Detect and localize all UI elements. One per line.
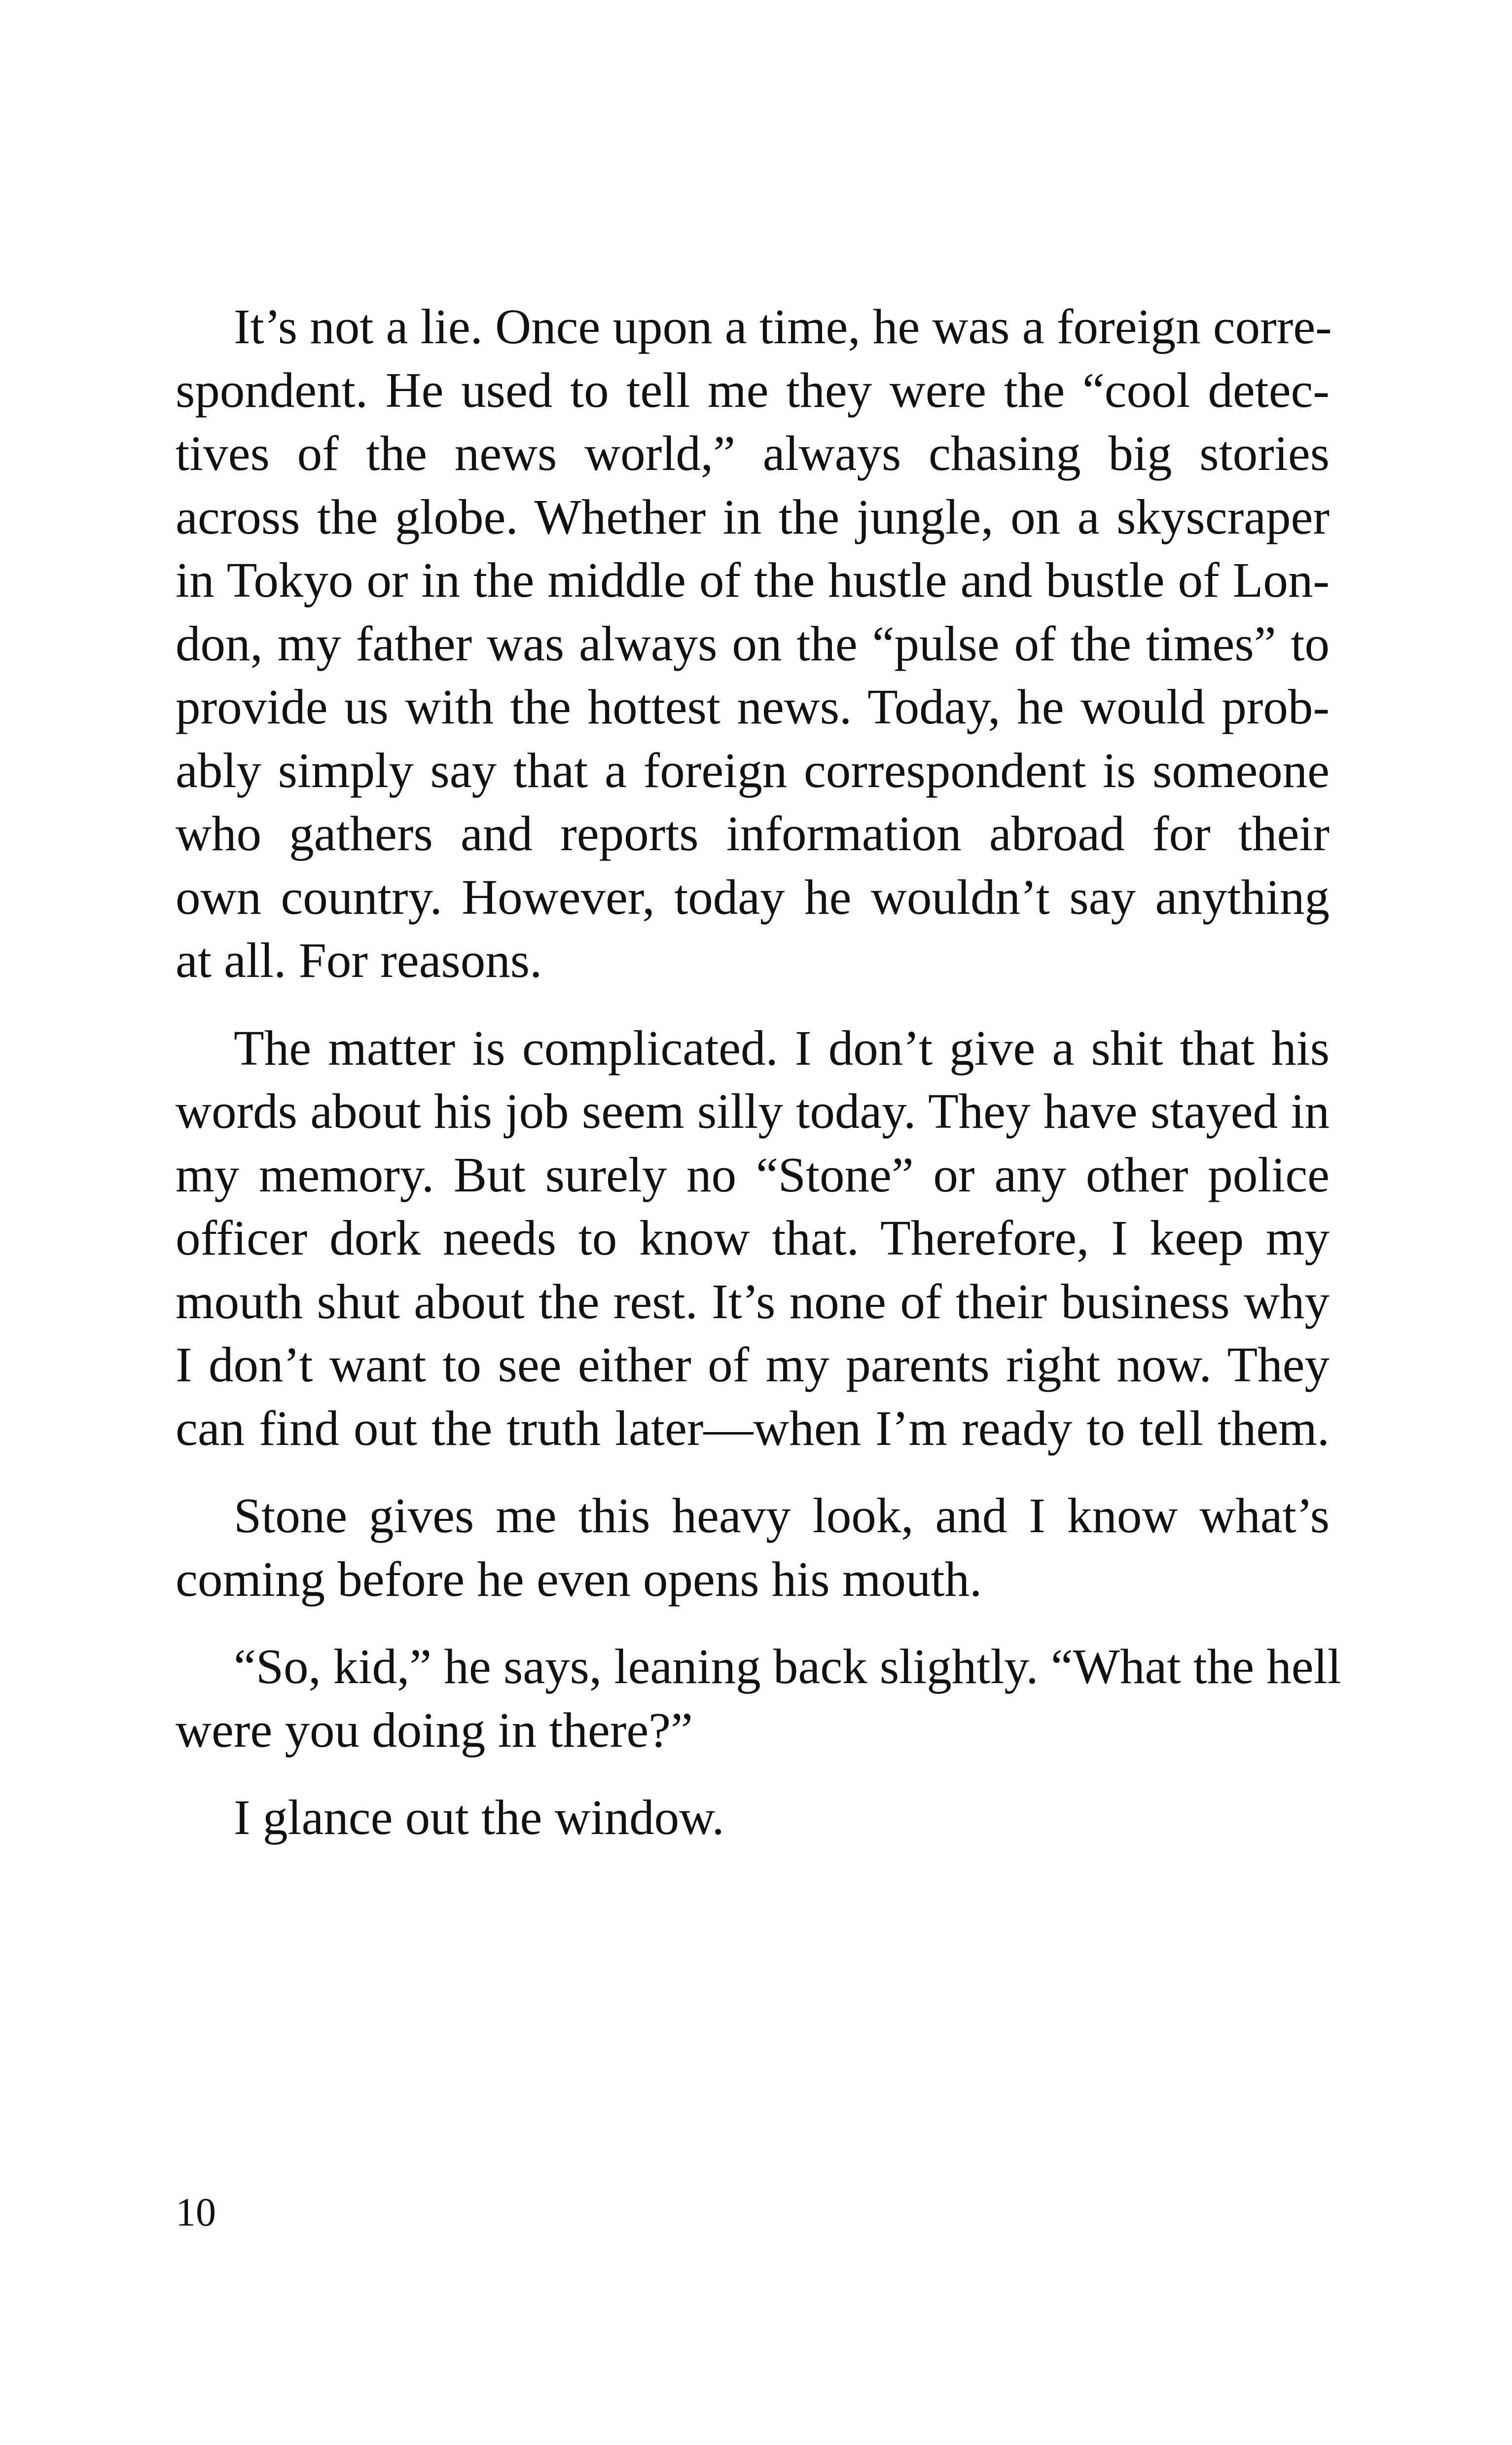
text-line: who gathers and reports information abroad for their xyxy=(176,806,1330,861)
body-text xyxy=(176,295,1341,1873)
text-line: Stone gives me this heavy look, and I know what’s xyxy=(234,1488,1330,1543)
text-line: mouth shut about the rest. It’s none of their business why xyxy=(176,1273,1330,1329)
text-line: officer dork needs to know that. Therefore, I keep my xyxy=(176,1210,1330,1265)
text-line: across the globe. Whether in the jungle, on a skyscraper xyxy=(176,489,1330,544)
text-line: were you doing in there?” xyxy=(176,1702,693,1758)
text-line: I glance out the window. xyxy=(234,1790,724,1845)
text-line: spondent. He used to tell me they were the “cool detec- xyxy=(176,362,1330,418)
paragraph-5 xyxy=(176,1786,1330,1849)
text-line: my memory. But surely no “Stone” or any other police xyxy=(176,1147,1330,1202)
paragraph-3 xyxy=(176,1484,1330,1611)
paragraph-2 xyxy=(176,1016,1330,1460)
page-number: 10 xyxy=(176,2190,216,2234)
text-line: It’s not a lie. Once upon a time, he was a foreign corre- xyxy=(234,299,1332,354)
text-line: tives of the news world,” always chasing big stories xyxy=(176,426,1330,481)
text-line: don, my father was always on the “pulse of the times” to xyxy=(176,615,1330,671)
text-line: at all. For reasons. xyxy=(176,933,542,988)
text-line: words about his job seem silly today. They have stayed in xyxy=(176,1083,1330,1139)
text-line: The matter is complicated. I don’t give a shit that his xyxy=(234,1020,1330,1076)
text-line: I don’t want to see either of my parents right now. They xyxy=(176,1337,1330,1392)
text-line: coming before he even opens his mouth. xyxy=(176,1551,982,1607)
paragraph-1 xyxy=(176,295,1330,992)
paragraph-4 xyxy=(176,1635,1341,1762)
text-line: ably simply say that a foreign correspondent is someone xyxy=(176,742,1330,798)
text-line: provide us with the hottest news. Today, he would prob- xyxy=(176,679,1330,734)
text-line: can find out the truth later—when I’m ready to tell them. xyxy=(176,1400,1330,1456)
text-line: “So, kid,” he says, leaning back slightly. “What the hell xyxy=(234,1639,1341,1694)
text-line: in Tokyo or in the middle of the hustle and bustle of Lon- xyxy=(176,552,1330,608)
text-line: own country. However, today he wouldn’t say anything xyxy=(176,869,1330,925)
